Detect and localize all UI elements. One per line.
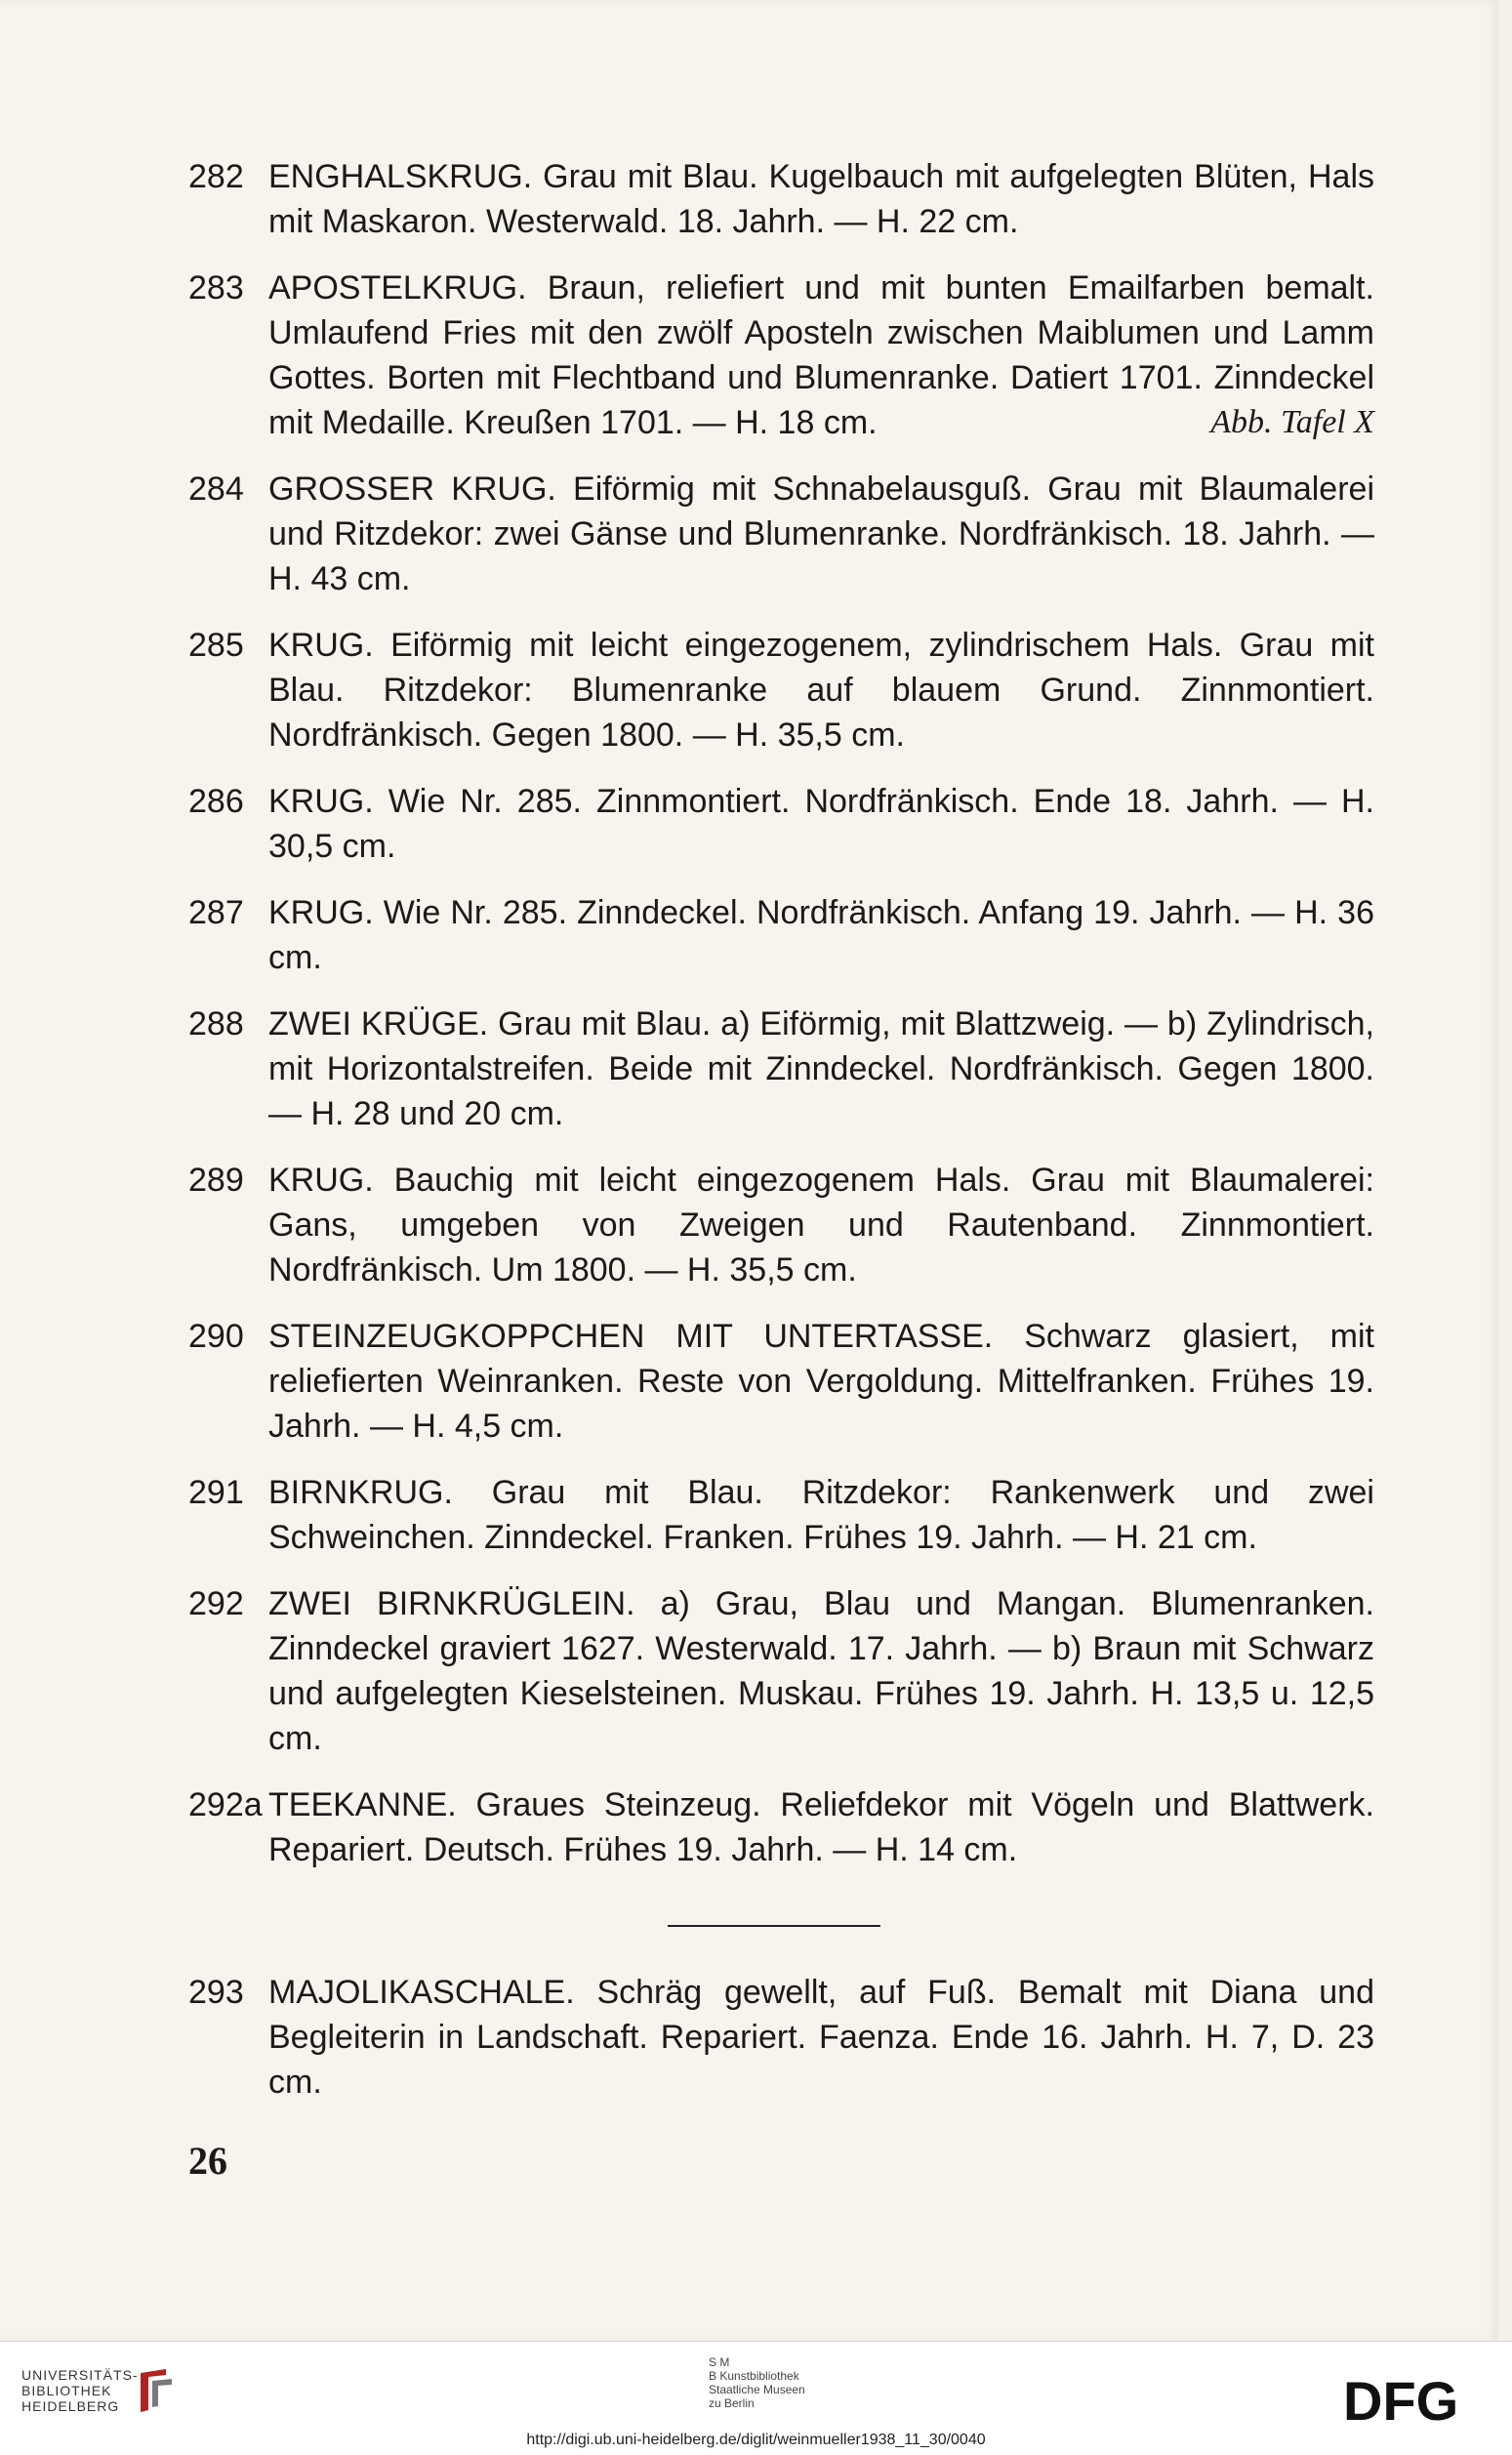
library-stamp-text: S M B Kunstbibliothek Staatliche Museen zu Berlin: [709, 2355, 805, 2410]
university-mark-icon: [137, 2367, 178, 2416]
catalog-entry: [188, 1581, 1374, 1761]
catalog-entry: [188, 623, 1374, 757]
entry-description: KRUG. Eiförmig mit leicht eingezogenem, zylindrischem Hals. Grau mit Blau. Ritzdekor: Blumenranke auf blauem Grund. Zinnmontiert. Nordfränkisch. Gegen 1800. — H. 35,5 cm.: [268, 627, 1374, 754]
catalog-entry: [188, 467, 1374, 601]
entry-description: KRUG. Wie Nr. 285. Zinndeckel. Nordfränkisch. Anfang 19. Jahrh. — H. 36 cm.: [268, 894, 1374, 976]
entry-description: BIRNKRUG. Grau mit Blau. Ritzdekor: Rankenwerk und zwei Schweinchen. Zinndeckel. Franken. Frühes 19. Jahrh. — H. 21 cm.: [268, 1474, 1374, 1556]
entry-description: ENGHALSKRUG. Grau mit Blau. Kugelbauch mit aufgelegten Blüten, Hals mit Maskaron. Westerwald. 18. Jahrh. — H. 22 cm.: [268, 158, 1374, 240]
entry-number: 292: [188, 1585, 244, 1622]
entry-number: 290: [188, 1318, 244, 1355]
catalog-entry: [188, 1002, 1374, 1136]
entry-description: KRUG. Bauchig mit leicht eingezogenem Hals. Grau mit Blaumalerei: Gans, umgeben von Zweigen und Rautenband. Zinnmontiert. Nordfränkisch. Um 1800. — H. 35,5 cm.: [268, 1162, 1374, 1289]
entry-description: APOSTELKRUG. Braun, reliefiert und mit bunten Emailfarben bemalt. Umlaufend Fries mit den zwölf Aposteln zwischen Maiblumen und Lamm Gottes. Borten mit Flechtband und Blumenranke. Datiert 1701. Zinndeckel mit Medaille. Kreußen 1701. — H. 18 cm.: [268, 269, 1374, 441]
entry-description: ZWEI KRÜGE. Grau mit Blau. a) Eiförmig, mit Blattzweig. — b) Zylindrisch, mit Horizontalstreifen. Beide mit Zinndeckel. Nordfränkisch. Gegen 1800. — H. 28 und 20 cm.: [268, 1005, 1374, 1132]
entry-description: STEINZEUGKOPPCHEN MIT UNTERTASSE. Schwarz glasiert, mit reliefierten Weinranken. Reste von Vergoldung. Mittelfranken. Frühes 19. Jahrh. — H. 4,5 cm.: [268, 1318, 1374, 1445]
catalog-entry: [188, 1158, 1374, 1292]
entry-body: [268, 266, 1374, 445]
entry-number: 293: [188, 1974, 244, 2011]
permalink-url[interactable]: http://digi.ub.uni-heidelberg.de/diglit/weinmueller1938_11_30/0040: [526, 2432, 986, 2448]
entry-description: GROSSER KRUG. Eiförmig mit Schnabelausguß. Grau mit Blaumalerei und Ritzdekor: zwei Gänse und Blumenranke. Nordfränkisch. 18. Jahrh. — H. 43 cm.: [268, 471, 1374, 597]
plate-reference: Abb. Tafel X: [1210, 404, 1374, 440]
catalog-entry: [188, 1314, 1374, 1449]
catalog-entry: [188, 779, 1374, 869]
entry-number: 283: [188, 269, 244, 307]
entry-number: 287: [188, 894, 244, 931]
catalog-entry: [188, 154, 1374, 244]
catalog-entry: [188, 266, 1374, 445]
entry-number: 285: [188, 627, 244, 664]
entry-number: 291: [188, 1474, 244, 1511]
section-divider: [668, 1925, 880, 1927]
entry-number: 286: [188, 783, 244, 820]
entry-number: 284: [188, 471, 244, 508]
entry-description: MAJOLIKASCHALE. Schräg gewellt, auf Fuß. Bemalt mit Diana und Begleiterin in Landschaft. Repariert. Faenza. Ende 16. Jahrh. H. 7, D. 23 cm.: [268, 1974, 1374, 2101]
page-number: 26: [188, 2139, 227, 2183]
catalog-entry: [188, 890, 1374, 980]
entry-number: 289: [188, 1162, 244, 1199]
dfg-logo-text: DFG: [1343, 2371, 1459, 2426]
entry-number: 282: [188, 158, 244, 195]
digitization-footer: [0, 2341, 1512, 2455]
catalog-entry: [188, 1470, 1374, 1560]
entry-number: 292a: [188, 1786, 263, 1823]
entry-description: ZWEI BIRNKRÜGLEIN. a) Grau, Blau und Mangan. Blumenranken. Zinndeckel graviert 1627. Westerwald. 17. Jahrh. — b) Braun mit Schwarz und aufgelegten Kieselsteinen. Muskau. Frühes 19. Jahrh. H. 13,5 u. 12,5 cm.: [268, 1585, 1374, 1757]
university-library-logo[interactable]: [21, 2367, 217, 2426]
university-library-name: UNIVERSITÄTS- BIBLIOTHEK HEIDELBERG: [21, 2367, 139, 2414]
catalog-entries: [188, 154, 1374, 1894]
catalog-entry: [188, 1970, 1374, 2105]
entry-number: 288: [188, 1005, 244, 1043]
entry-description: TEEKANNE. Graues Steinzeug. Reliefdekor mit Vögeln und Blattwerk. Repariert. Deutsch. Frühes 19. Jahrh. — H. 14 cm.: [268, 1786, 1374, 1868]
entry-description: KRUG. Wie Nr. 285. Zinnmontiert. Nordfränkisch. Ende 18. Jahrh. — H. 30,5 cm.: [268, 783, 1374, 865]
catalog-entry: [188, 1782, 1374, 1872]
dfg-logo[interactable]: [1341, 2371, 1488, 2426]
